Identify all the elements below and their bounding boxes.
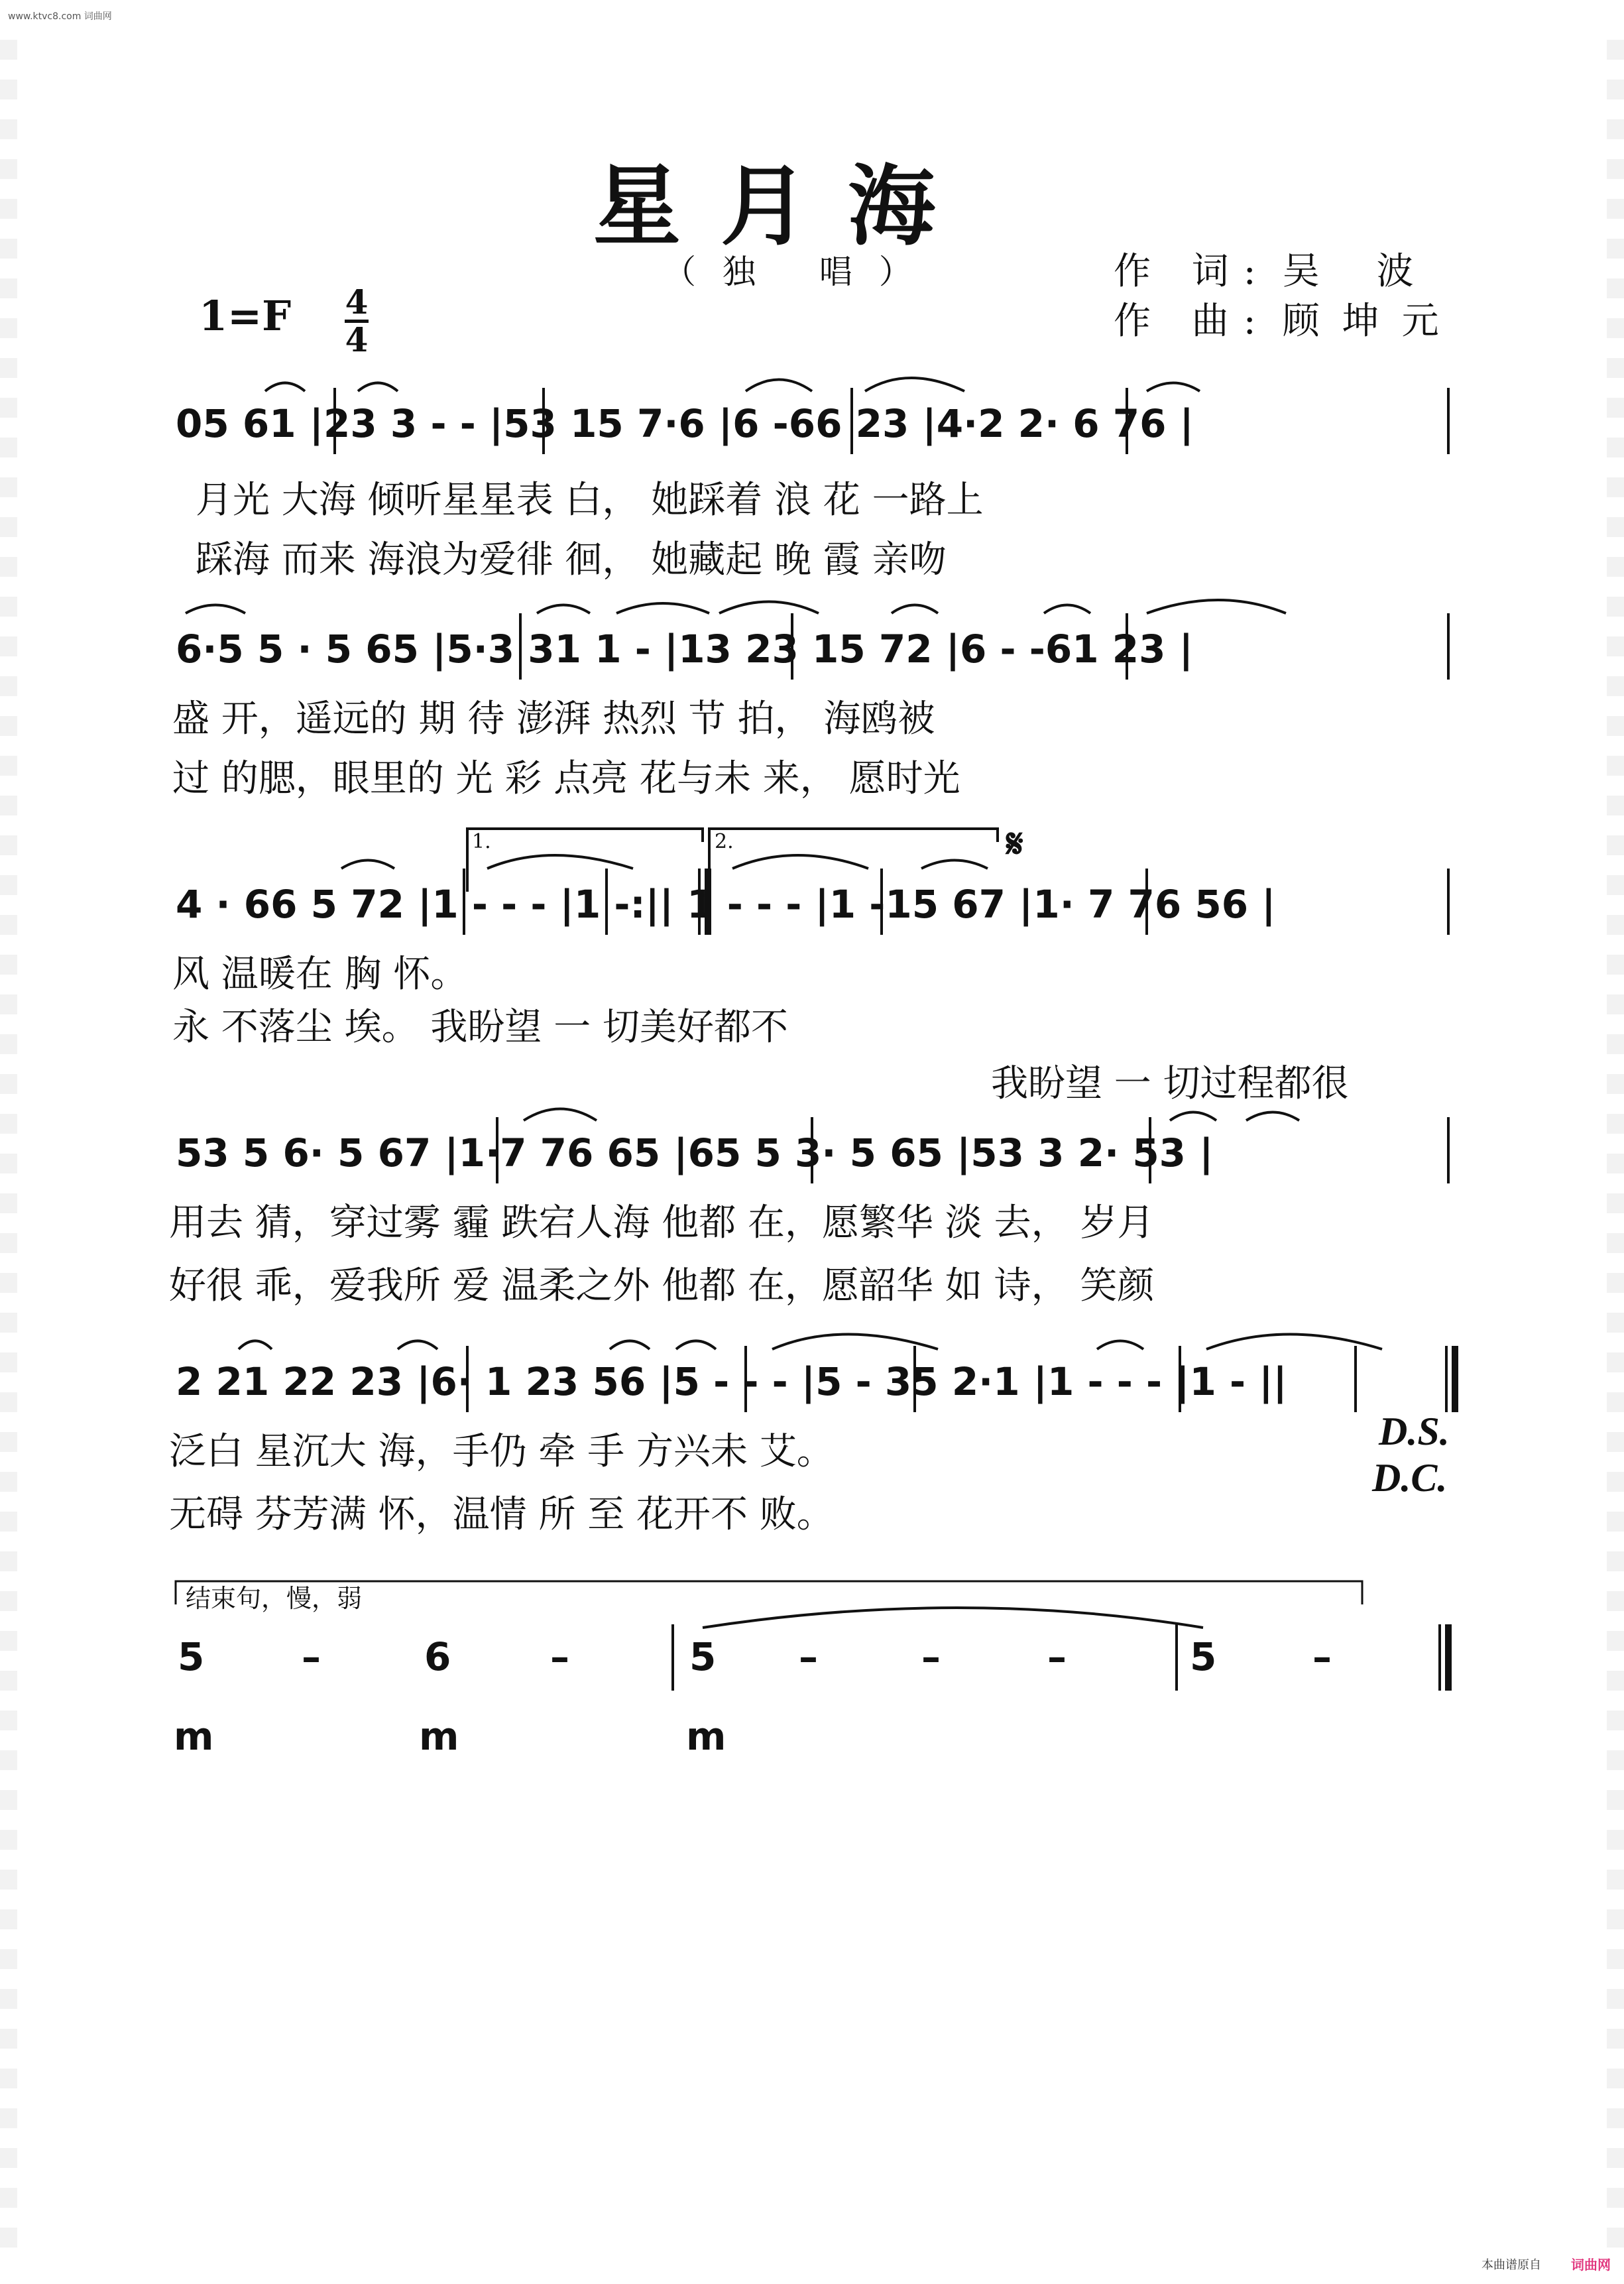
ending-note-9: 5: [1190, 1634, 1217, 1679]
lyrics-row-5-verse-2: 无碍 芬芳满 怀，温情 所 至 花开不 败。: [169, 1493, 834, 1536]
segno-sign: 𝄋: [1006, 821, 1023, 867]
slur: [1147, 600, 1286, 613]
slur: [1246, 1112, 1299, 1121]
lyrics-row-4-verse-1: 用去 猜，穿过雾 霾 跌宕人海 他都 在，愿繁华 淡 去， 岁月: [169, 1201, 1155, 1244]
slur: [703, 1608, 1203, 1628]
lyrics-row-3-verse-2: 永 不落尘 埃。 我盼望 一 切美好都不: [172, 1006, 789, 1049]
lyrics-row-3-verse-1: 风 温暖在 胸 怀。: [172, 953, 468, 996]
slur: [892, 605, 938, 614]
ending-note-2: –: [302, 1634, 321, 1679]
slur: [746, 380, 812, 392]
time-sig-bottom: 4: [345, 320, 369, 359]
notation-row-4: 53 5 6· 5 67 |1·7 76 65 |65 5 3· 5 65 |53 3 2· 53 |: [176, 1130, 1214, 1175]
lyrics-row-5-verse-1: 泛白 星沉大 海，手仍 牵 手 方兴未 艾。: [169, 1430, 834, 1473]
lyrics-row-2-verse-2: 过 的腮，眼里的 光 彩 点亮 花与未 来， 愿时光: [172, 757, 960, 800]
lyricist-name: 吴 波: [1282, 250, 1436, 293]
slur: [341, 861, 394, 869]
time-sig-top: 4: [345, 282, 369, 322]
ending-lyric-1: m: [174, 1714, 214, 1759]
ending-note-5: 5: [689, 1634, 717, 1679]
lyrics-row-4-verse-2: 好很 乖，爱我所 爱 温柔之外 他都 在，愿韶华 如 诗， 笑颜: [169, 1264, 1155, 1307]
slur: [487, 855, 633, 869]
slur: [1170, 1112, 1216, 1121]
notation-row-5: 2 21 22 23 |6· 1 23 56 |5 - - - |5 - 35 2·1 |1 - - - |1 - ||: [176, 1359, 1287, 1404]
lyrics-row-1-verse-2: 踩海 而来 海浪为爱徘 徊， 她藏起 晚 霞 亲吻: [196, 538, 947, 581]
lyricist-label: 作 词:: [1114, 250, 1271, 293]
ending-label: 结束句，慢，弱: [186, 1584, 363, 1613]
volta-2-label: 2.: [715, 830, 734, 853]
slur: [865, 378, 964, 391]
composer-name: 顾坤元: [1282, 300, 1462, 343]
slur: [398, 1341, 437, 1350]
composer-label: 作 曲:: [1114, 300, 1271, 343]
lyrics-row-2-verse-1: 盛 开，遥远的 期 待 澎湃 热烈 节 拍， 海鸥被: [172, 697, 935, 741]
slur: [537, 605, 590, 614]
slur: [1044, 605, 1090, 614]
slur: [921, 861, 988, 869]
slur: [732, 855, 868, 869]
ending-note-3: 6: [424, 1634, 451, 1679]
slur: [1097, 1341, 1143, 1350]
ending-lyric-2: m: [419, 1714, 459, 1759]
dal-segno-mark: D.S.: [1379, 1410, 1450, 1453]
slur: [772, 1335, 938, 1350]
ending-note-8: –: [1047, 1634, 1067, 1679]
da-capo-mark: D.C.: [1372, 1456, 1448, 1500]
slur: [616, 603, 709, 613]
slur: [524, 1109, 597, 1121]
ending-note-6: –: [799, 1634, 818, 1679]
lyrics-row-1-verse-1: 月光 大海 倾听星星表 白， 她踩着 浪 花 一路上: [196, 479, 984, 522]
song-subtitle: （独 唱）: [663, 253, 939, 291]
lyrics-row-3-verse-3: 我盼望 一 切过程都很: [991, 1062, 1349, 1105]
slur: [239, 1341, 272, 1350]
notation-row-1: 05 61 |23 3 - - |53 15 7·6 |6 -66 23 |4·2 2· 6 76 |: [176, 401, 1194, 446]
song-title: 星月海: [593, 155, 975, 258]
slur: [1147, 383, 1200, 392]
slur: [186, 605, 245, 614]
ending-note-7: –: [921, 1634, 941, 1679]
slur: [610, 1341, 650, 1350]
slur: [265, 383, 305, 392]
site-url[interactable]: www.ktvc8.com 词曲网: [8, 11, 112, 22]
key-signature: 1=F: [199, 292, 292, 340]
notation-row-2: 6·5 5 · 5 65 |5·3 31 1 - |13 23 15 72 |6 - -61 23 |: [176, 627, 1193, 672]
slur: [719, 602, 819, 614]
footer-source: 本曲谱原自: [1481, 2258, 1541, 2272]
ending-note-10: –: [1312, 1634, 1332, 1679]
volta-1-label: 1.: [472, 830, 491, 853]
ending-lyric-3: m: [686, 1714, 726, 1759]
notation-row-3: 4 · 66 5 72 |1 - - - |1 -:|| 1 - - - |1 -15 67 |1· 7 76 56 |: [176, 882, 1276, 927]
slur: [676, 1341, 716, 1350]
ending-note-4: –: [550, 1634, 569, 1679]
footer-logo[interactable]: 词曲网: [1571, 2257, 1611, 2273]
slur: [358, 383, 398, 392]
ending-note-1: 5: [178, 1634, 205, 1679]
